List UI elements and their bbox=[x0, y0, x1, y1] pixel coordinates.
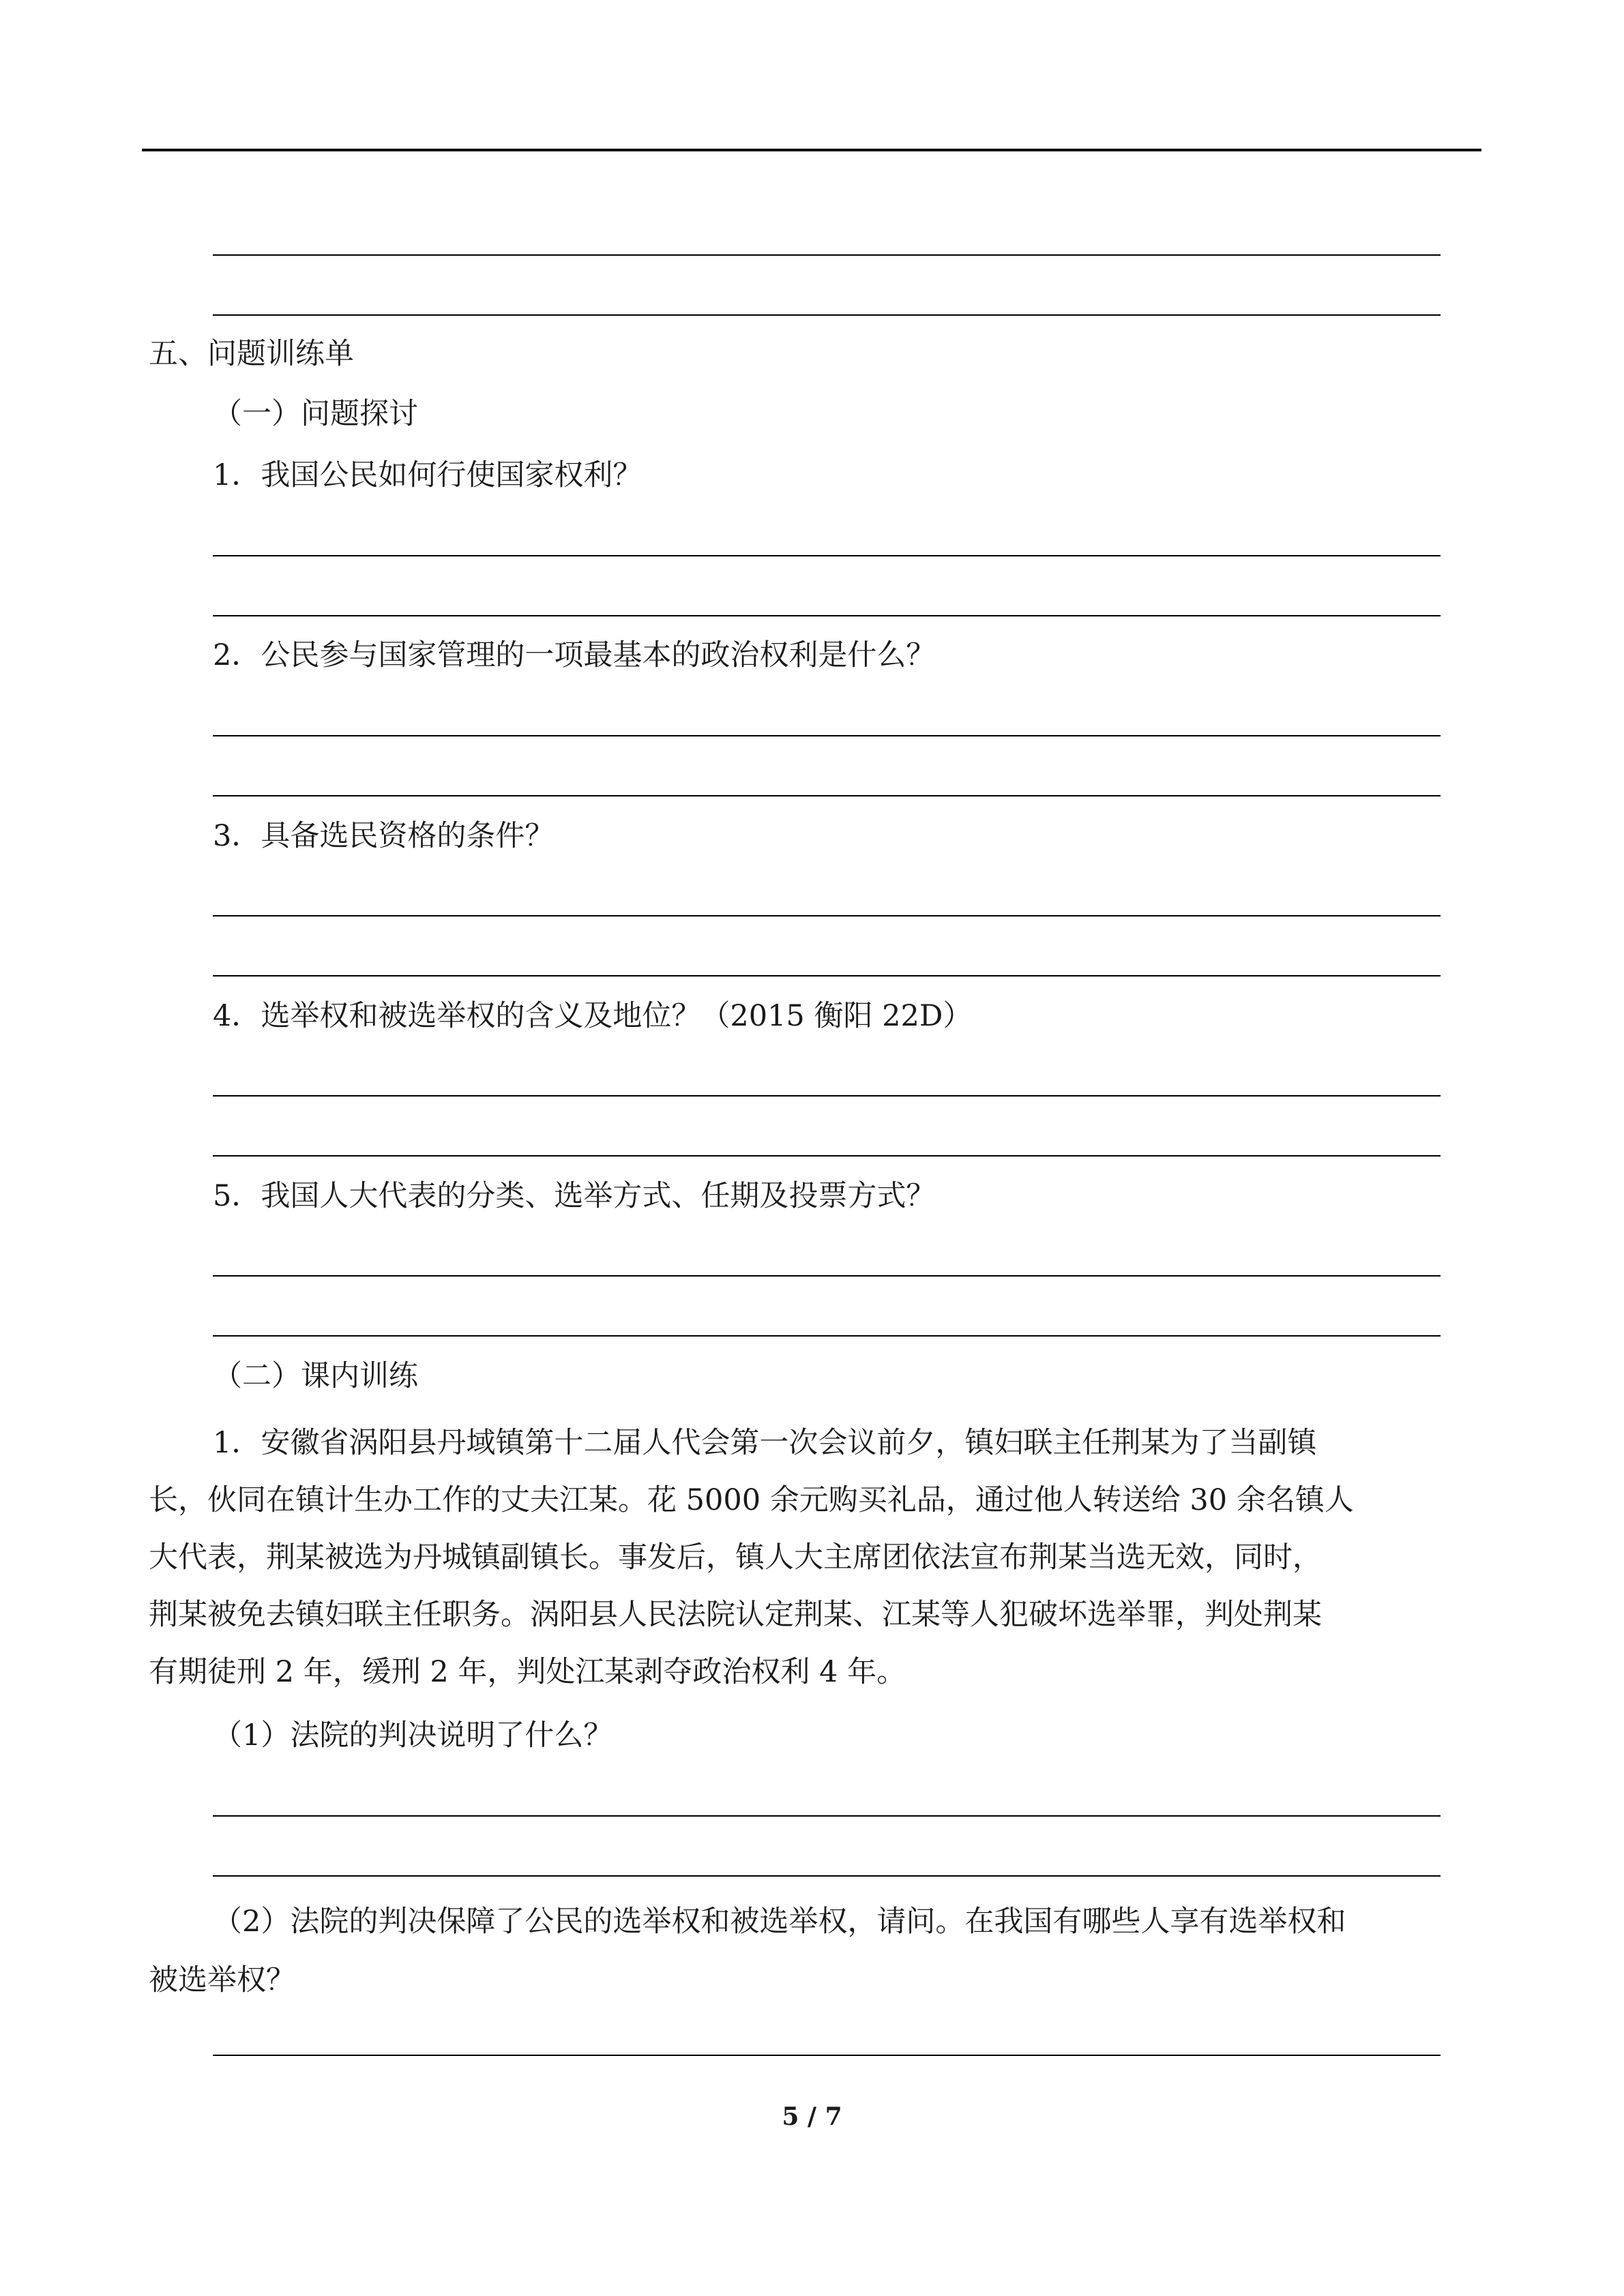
answer-line[interactable] bbox=[213, 2055, 1441, 2056]
answer-line[interactable] bbox=[213, 975, 1441, 976]
answer-line[interactable] bbox=[213, 1875, 1441, 1877]
case-paragraph-line: 1．安徽省涡阳县丹域镇第十二届人代会第一次会议前夕，镇妇联主任荆某为了当副镇 bbox=[213, 1426, 1317, 1460]
part-one-heading: （一）问题探讨 bbox=[213, 397, 418, 431]
answer-line[interactable] bbox=[213, 555, 1441, 556]
answer-line[interactable] bbox=[213, 1095, 1441, 1097]
answer-line[interactable] bbox=[213, 1155, 1441, 1157]
answer-line[interactable] bbox=[213, 915, 1441, 916]
case-paragraph-line: 大代表，荆某被选为丹城镇副镇长。事发后，镇人大主席团依法宣布荆某当选无效，同时， bbox=[149, 1540, 1322, 1575]
answer-line[interactable] bbox=[213, 795, 1441, 796]
question-4: 4．选举权和被选举权的含义及地位？（2015 衡阳 22D） bbox=[213, 999, 973, 1033]
answer-line[interactable] bbox=[213, 615, 1441, 616]
sub-question-2-line: 被选举权？ bbox=[149, 1963, 295, 1997]
answer-line[interactable] bbox=[213, 254, 1441, 256]
question-5: 5．我国人大代表的分类、选举方式、任期及投票方式？ bbox=[213, 1179, 936, 1213]
page-number: 5 / 7 bbox=[782, 2102, 842, 2131]
question-1: 1．我国公民如何行使国家权利？ bbox=[213, 458, 643, 492]
sub-question-1: （1）法院的判决说明了什么？ bbox=[213, 1718, 613, 1753]
section-heading: 五、问题训练单 bbox=[149, 337, 354, 371]
header-rule bbox=[142, 149, 1481, 151]
answer-line[interactable] bbox=[213, 314, 1441, 316]
part-two-heading: （二）课内训练 bbox=[213, 1359, 418, 1393]
answer-line[interactable] bbox=[213, 735, 1441, 736]
case-paragraph-line: 长，伙同在镇计生办工作的丈夫江某。花 5000 余元购买礼品，通过他人转送给 30 余名镇人 bbox=[149, 1483, 1354, 1517]
answer-line[interactable] bbox=[213, 1335, 1441, 1337]
question-2: 2．公民参与国家管理的一项最基本的政治权利是什么？ bbox=[213, 638, 936, 672]
answer-line[interactable] bbox=[213, 1815, 1441, 1817]
question-3: 3．具备选民资格的条件？ bbox=[213, 819, 555, 853]
case-paragraph-line: 荆某被免去镇妇联主任职务。涡阳县人民法院认定荆某、江某等人犯破坏选举罪，判处荆某 bbox=[149, 1598, 1322, 1632]
answer-line[interactable] bbox=[213, 1275, 1441, 1277]
case-paragraph-line: 有期徒刑 2 年，缓刑 2 年，判处江某剥夺政治权利 4 年。 bbox=[149, 1655, 906, 1689]
sub-question-2-line: （2）法院的判决保障了公民的选举权和被选举权，请问。在我国有哪些人享有选举权和 bbox=[213, 1905, 1346, 1939]
